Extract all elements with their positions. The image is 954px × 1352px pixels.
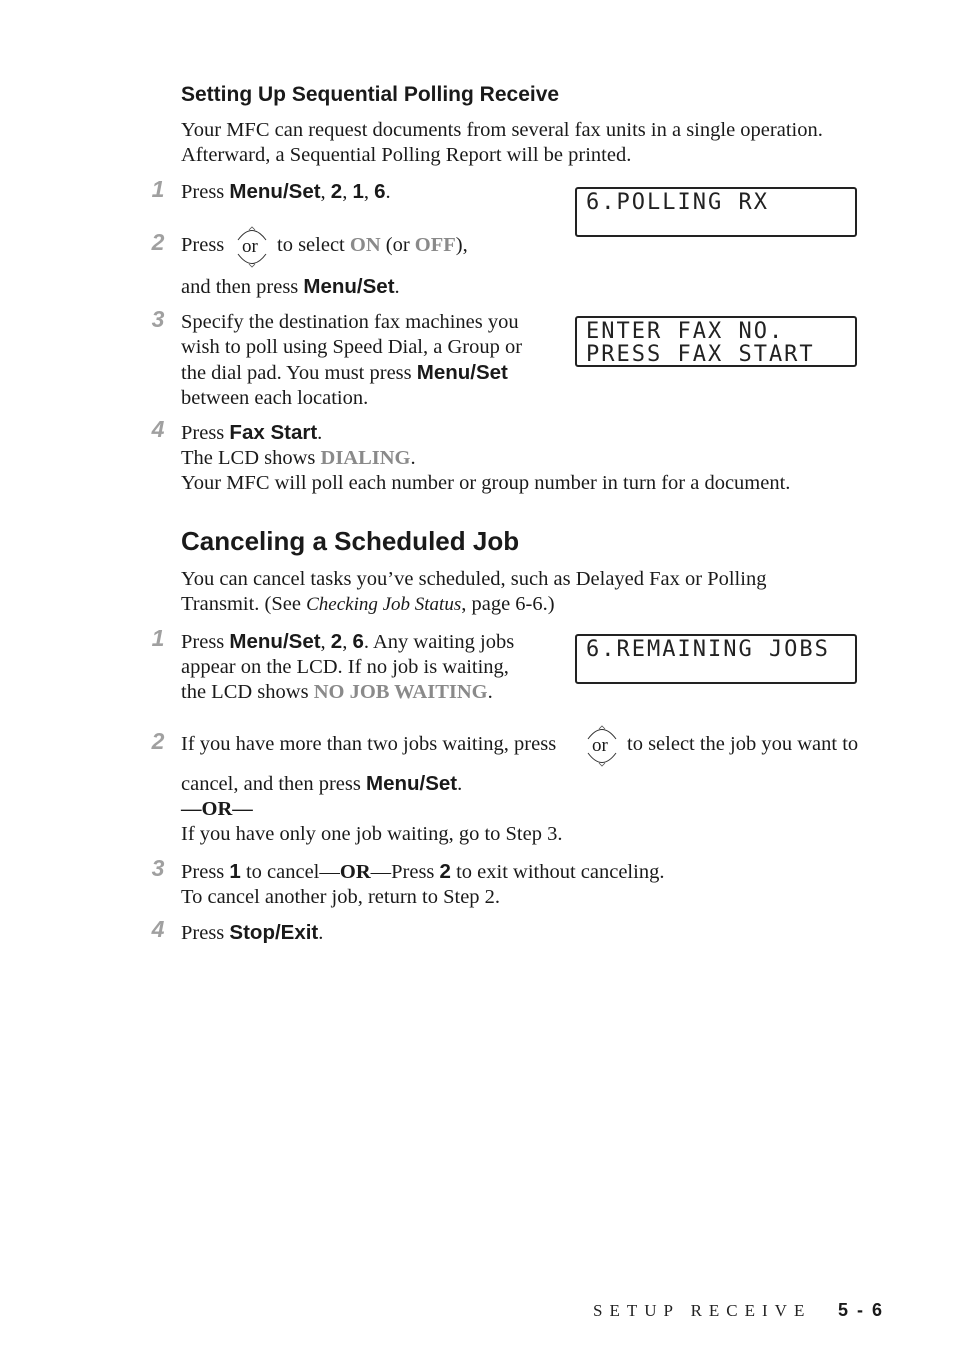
polling-step-2-press: Press [181, 234, 225, 256]
section-heading-cancel: Canceling a Scheduled Job [181, 526, 520, 556]
step-number: 2 [151, 229, 165, 255]
step-number: 4 [151, 416, 165, 442]
cancel-step-1: Press Menu/Set, 2, 6. Any waiting jobs appear on the LCD. If no job is waiting, the LCD shows NO JOB WAITING. [181, 630, 515, 703]
step-number: 2 [151, 728, 165, 754]
cancel-step-2-body: cancel, and then press Menu/Set. —OR— If you have only one job waiting, go to Step 3. [181, 772, 563, 845]
cancel-step-2-line1b: to select the job you want to [627, 733, 859, 755]
step-number: 1 [151, 625, 165, 651]
polling-step-2-select: to select ON (or OFF), [277, 234, 468, 256]
lcd-display: 6.REMAINING JOBS [575, 634, 857, 684]
polling-step-4: Press Fax Start. The LCD shows DIALING. Your MFC will poll each number or group number in turn for a document. [181, 421, 791, 494]
step-number: 1 [151, 176, 165, 202]
lcd-display: ENTER FAX NO. PRESS FAX START [575, 316, 857, 367]
section-heading-polling: Setting Up Sequential Polling Receive [181, 83, 560, 106]
step-number: 3 [151, 306, 165, 332]
polling-step-1: Press Menu/Set, 2, 1, 6. [181, 180, 391, 203]
footer-section-title: SETUP RECEIVE [593, 1301, 812, 1320]
lcd-display: 6.POLLING RX [575, 187, 857, 237]
cancel-step-4: Press Stop/Exit. [181, 921, 324, 944]
polling-intro: Your MFC can request documents from several fax units in a single operation. Afterward, a Sequential Polling Report will be printed. [181, 119, 823, 166]
step-number: 4 [151, 916, 165, 942]
step-number: 3 [151, 855, 165, 881]
polling-step-3: Specify the destination fax machines you wish to poll using Speed Dial, a Group or the dial pad. You must press Menu/Set between each location. [181, 311, 523, 409]
cancel-intro: You can cancel tasks you’ve scheduled, such as Delayed Fax or Polling Transmit. (See Checking Job Status, page 6-6.) [181, 568, 767, 615]
cancel-step-2-line1a: If you have more than two jobs waiting, press [181, 733, 557, 755]
up-down-arrow-icon: or [235, 223, 269, 271]
page-number: 5 - 6 [838, 1300, 885, 1320]
polling-step-2-line2: and then press Menu/Set. [181, 275, 400, 298]
cancel-step-3: Press 1 to cancel—OR—Press 2 to exit without canceling. To cancel another job, return to Step 2. [181, 860, 665, 908]
up-down-arrow-icon: or [585, 722, 619, 770]
